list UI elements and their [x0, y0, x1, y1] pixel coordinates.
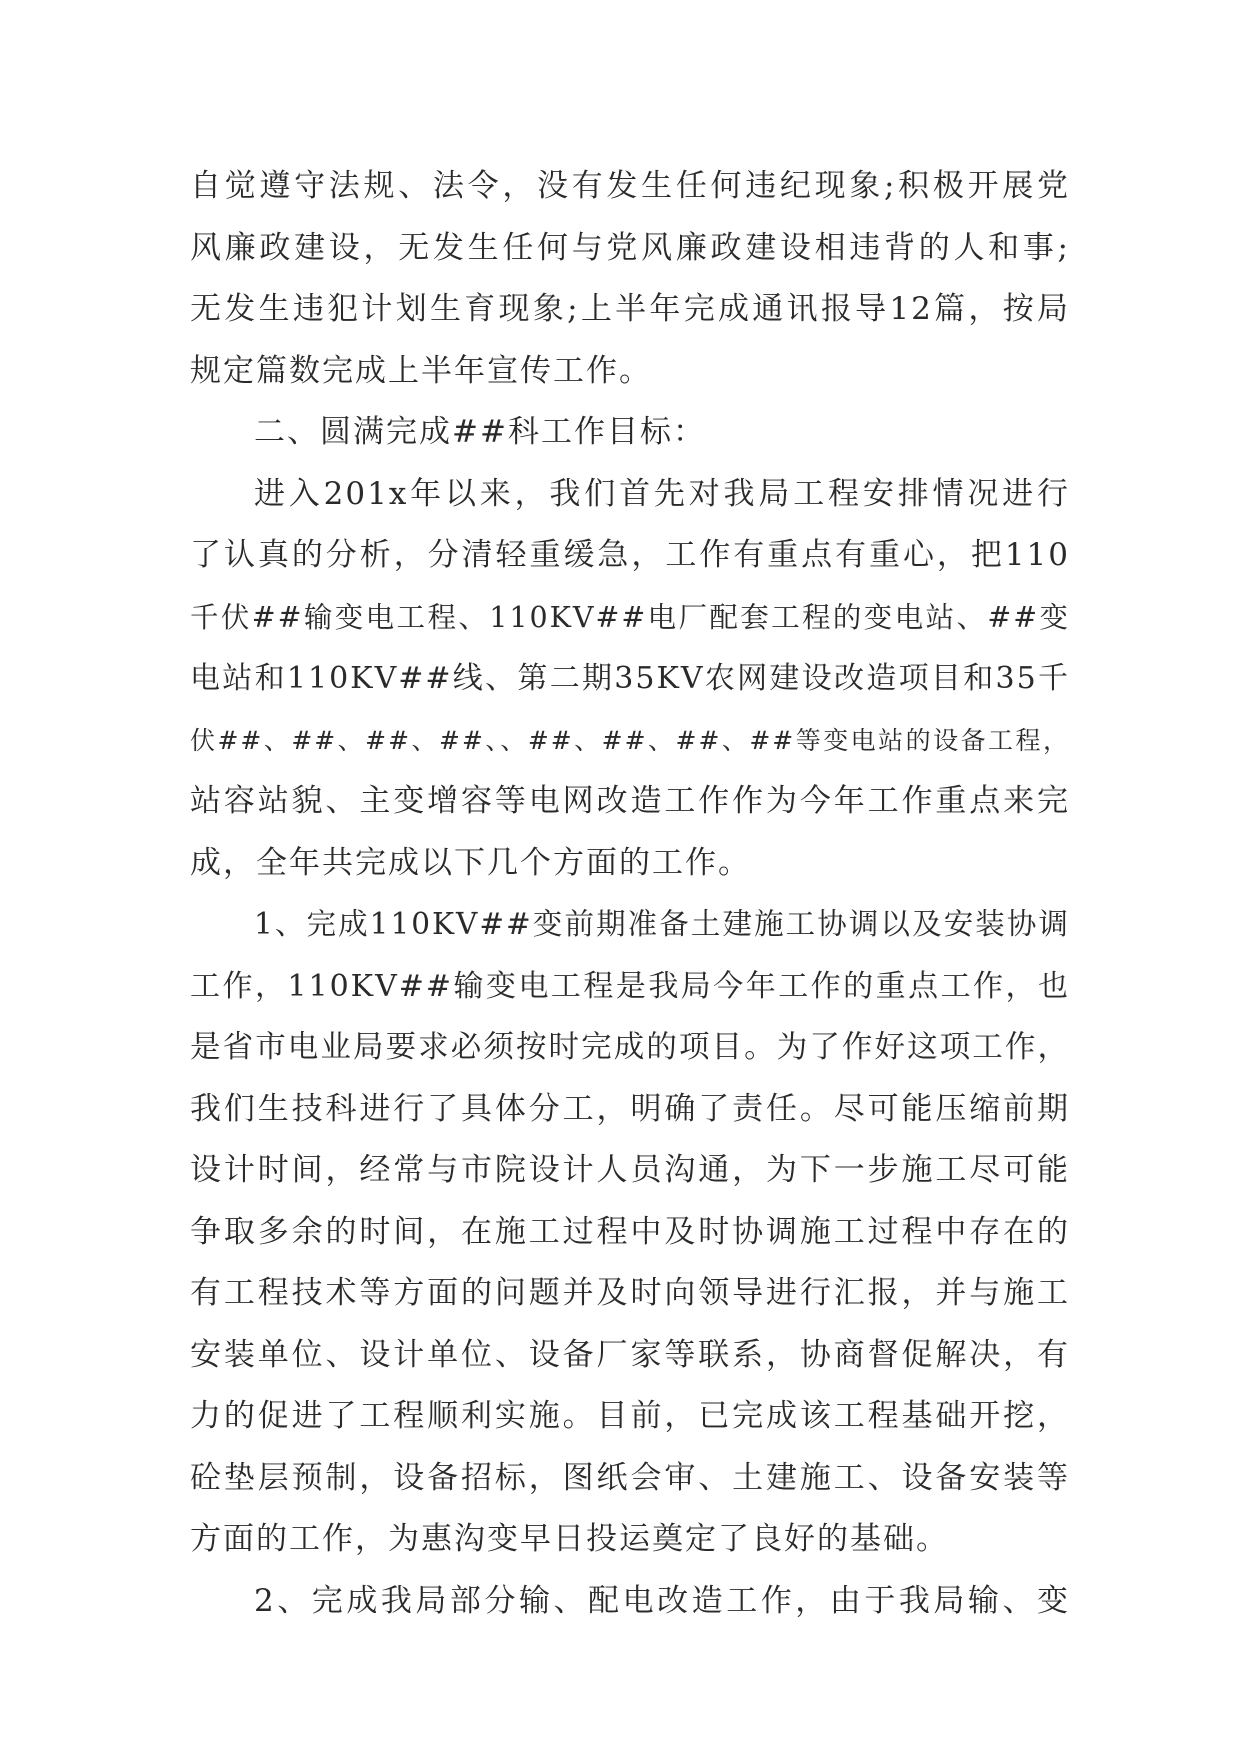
text-line: 工作，110KV##输变电工程是我局今年工作的重点工作，也	[190, 968, 1070, 1004]
body-text	[190, 156, 1070, 1632]
text-line: 站容站貌、主变增容等电网改造工作作为今年工作重点来完	[190, 783, 1070, 819]
text-line: 砼垫层预制，设备招标，图纸会审、土建施工、设备安装等	[190, 1459, 1070, 1496]
text-line: 力的促进了工程顺利实施。目前，已完成该工程基础开挖，	[190, 1398, 1070, 1434]
text-line: 设计时间，经常与市院设计人员沟通，为下一步施工尽可能	[190, 1152, 1070, 1188]
text-line: 电站和110KV##线、第二期35KV农网建设改造项目和35千	[190, 661, 1070, 696]
text-line: 进入201x年以来，我们首先对我局工程安排情况进行	[254, 475, 1070, 512]
text-line: 安装单位、设计单位、设备厂家等联系，协商督促解决，有	[190, 1336, 1070, 1373]
text-line: 伏##、##、##、##、、##、##、##、##等变电站的设备工程，	[190, 725, 1070, 755]
text-line: 规定篇数完成上半年宣传工作。	[190, 352, 652, 389]
text-line: 风廉政建设，无发生任何与党风廉政建设相违背的人和事;	[190, 229, 1070, 266]
text-line: 我们生技科进行了具体分工，明确了责任。尽可能压缩前期	[190, 1090, 1070, 1127]
text-line: 二、圆满完成##科工作目标：	[254, 414, 706, 450]
text-line: 有工程技术等方面的问题并及时向领导进行汇报，并与施工	[190, 1275, 1070, 1311]
text-line: 是省市电业局要求必须按时完成的项目。为了作好这项工作，	[190, 1030, 1070, 1065]
text-line: 方面的工作，为惠沟变早日投运奠定了良好的基础。	[190, 1521, 949, 1557]
text-line: 了认真的分析，分清轻重缓急，工作有重点有重心，把110	[190, 537, 1070, 573]
text-line: 1、完成110KV##变前期准备土建施工协调以及安装协调	[254, 907, 1070, 941]
text-line: 2、完成我局部分输、配电改造工作，由于我局输、变	[254, 1582, 1070, 1619]
text-line: 自觉遵守法规、法令，没有发生任何违纪现象;积极开展党	[190, 168, 1070, 204]
text-line: 无发生违犯计划生育现象;上半年完成通讯报导12篇，按局	[190, 291, 1070, 327]
text-line: 千伏##输变电工程、110KV##电厂配套工程的变电站、##变	[190, 600, 1070, 634]
text-line: 争取多余的时间，在施工过程中及时协调施工过程中存在的	[190, 1213, 1070, 1250]
text-line: 成，全年共完成以下几个方面的工作。	[190, 844, 751, 881]
